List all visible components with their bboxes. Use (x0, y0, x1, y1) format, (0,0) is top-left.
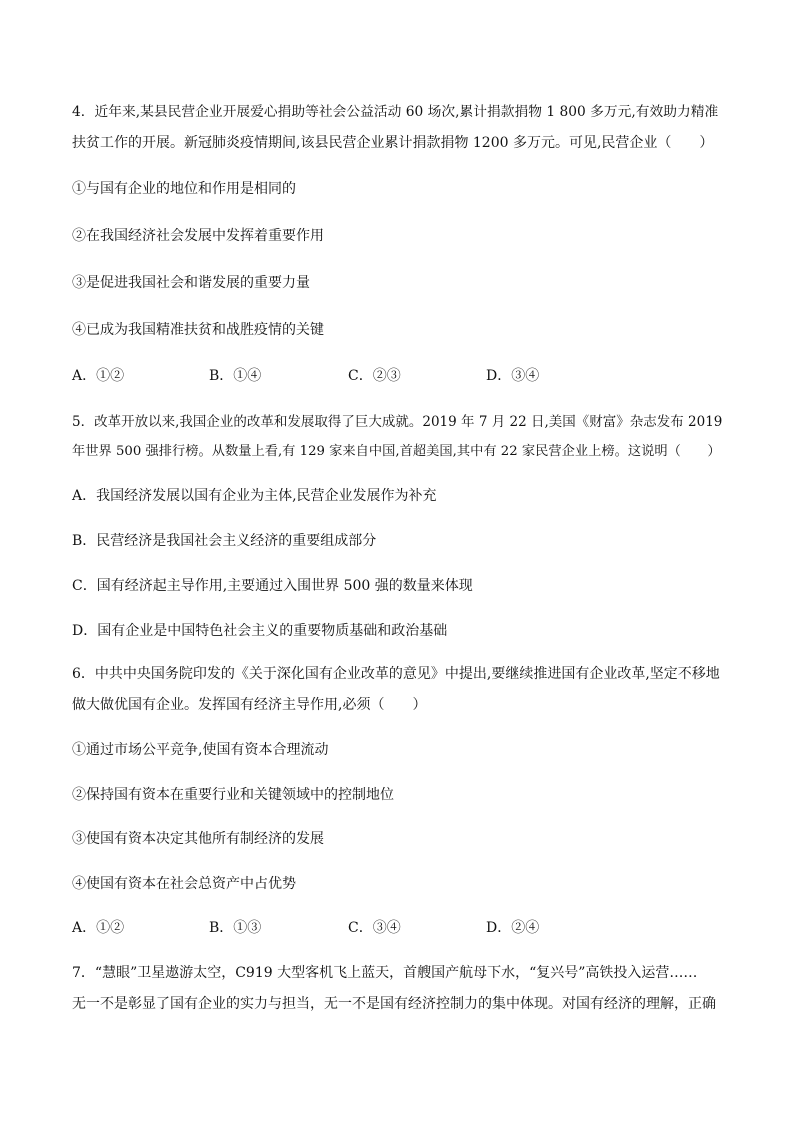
question-stem-line: 无一不是彰显了国有企业的实力与担当，无一不是国有经济控制力的集中体现。对国有经济的理解，正确 (72, 996, 716, 1012)
statement-line: ②保持国有资本在重要行业和关键领域中的控制地位 (72, 787, 394, 803)
statement-line: ③是促进我国社会和谐发展的重要力量 (72, 275, 310, 291)
question-stem-line: 扶贫工作的开展。新冠肺炎疫情期间,该县民营企业累计捐款捐物 1200 多万元。可见,民营企业（ ） (72, 135, 714, 151)
option-line-b: B．民营经济是我国社会主义经济的重要组成部分 (72, 533, 377, 549)
statement-line: ①与国有企业的地位和作用是相同的 (72, 181, 296, 197)
statement-line: ②在我国经济社会发展中发挥着重要作用 (72, 228, 324, 244)
choice-a: A．①② (72, 368, 125, 384)
choice-b: B．①③ (209, 920, 262, 936)
option-line-a: A．我国经济发展以国有企业为主体,民营企业发展作为补充 (72, 488, 437, 504)
choice-d: D．③④ (486, 368, 540, 384)
option-line-c: C．国有经济起主导作用,主要通过入围世界 500 强的数量来体现 (72, 578, 473, 594)
choice-d: D．②④ (486, 920, 540, 936)
question-stem-line: 年世界 500 强排行榜。从数量上看,有 129 家来自中国,首超美国,其中有 22 家民营企业上榜。这说明（ ） (72, 444, 721, 459)
statement-line: ④已成为我国精准扶贫和战胜疫情的关键 (72, 322, 324, 338)
question-stem-line: 6．中共中央国务院印发的《关于深化国有企业改革的意见》中提出,要继续推进国有企业改革,坚定不移地 (72, 666, 720, 682)
question-stem-line: 4．近年来,某县民营企业开展爱心捐助等社会公益活动 60 场次,累计捐款捐物 1 800 多万元,有效助力精准 (72, 104, 719, 120)
question-stem-line: 7．“慧眼”卫星遨游太空，C919 大型客机飞上蓝天，首艘国产航母下水，“复兴号”高铁投入运营…… (72, 965, 698, 981)
choice-a: A．①② (72, 920, 125, 936)
statement-line: ④使国有资本在社会总资产中占优势 (72, 876, 296, 892)
choice-c: C．②③ (348, 368, 401, 384)
statement-line: ①通过市场公平竞争,使国有资本合理流动 (72, 742, 329, 758)
statement-line: ③使国有资本决定其他所有制经济的发展 (72, 831, 324, 847)
option-line-d: D．国有企业是中国特色社会主义的重要物质基础和政治基础 (72, 623, 448, 639)
question-stem-line: 做大做优国有企业。发挥国有经济主导作用,必须（ ） (72, 697, 427, 713)
choice-c: C．③④ (348, 920, 401, 936)
question-stem-line: 5．改革开放以来,我国企业的改革和发展取得了巨大成就。2019 年 7 月 22 日,美国《财富》杂志发布 2019 (72, 414, 723, 430)
choice-b: B．①④ (209, 368, 262, 384)
